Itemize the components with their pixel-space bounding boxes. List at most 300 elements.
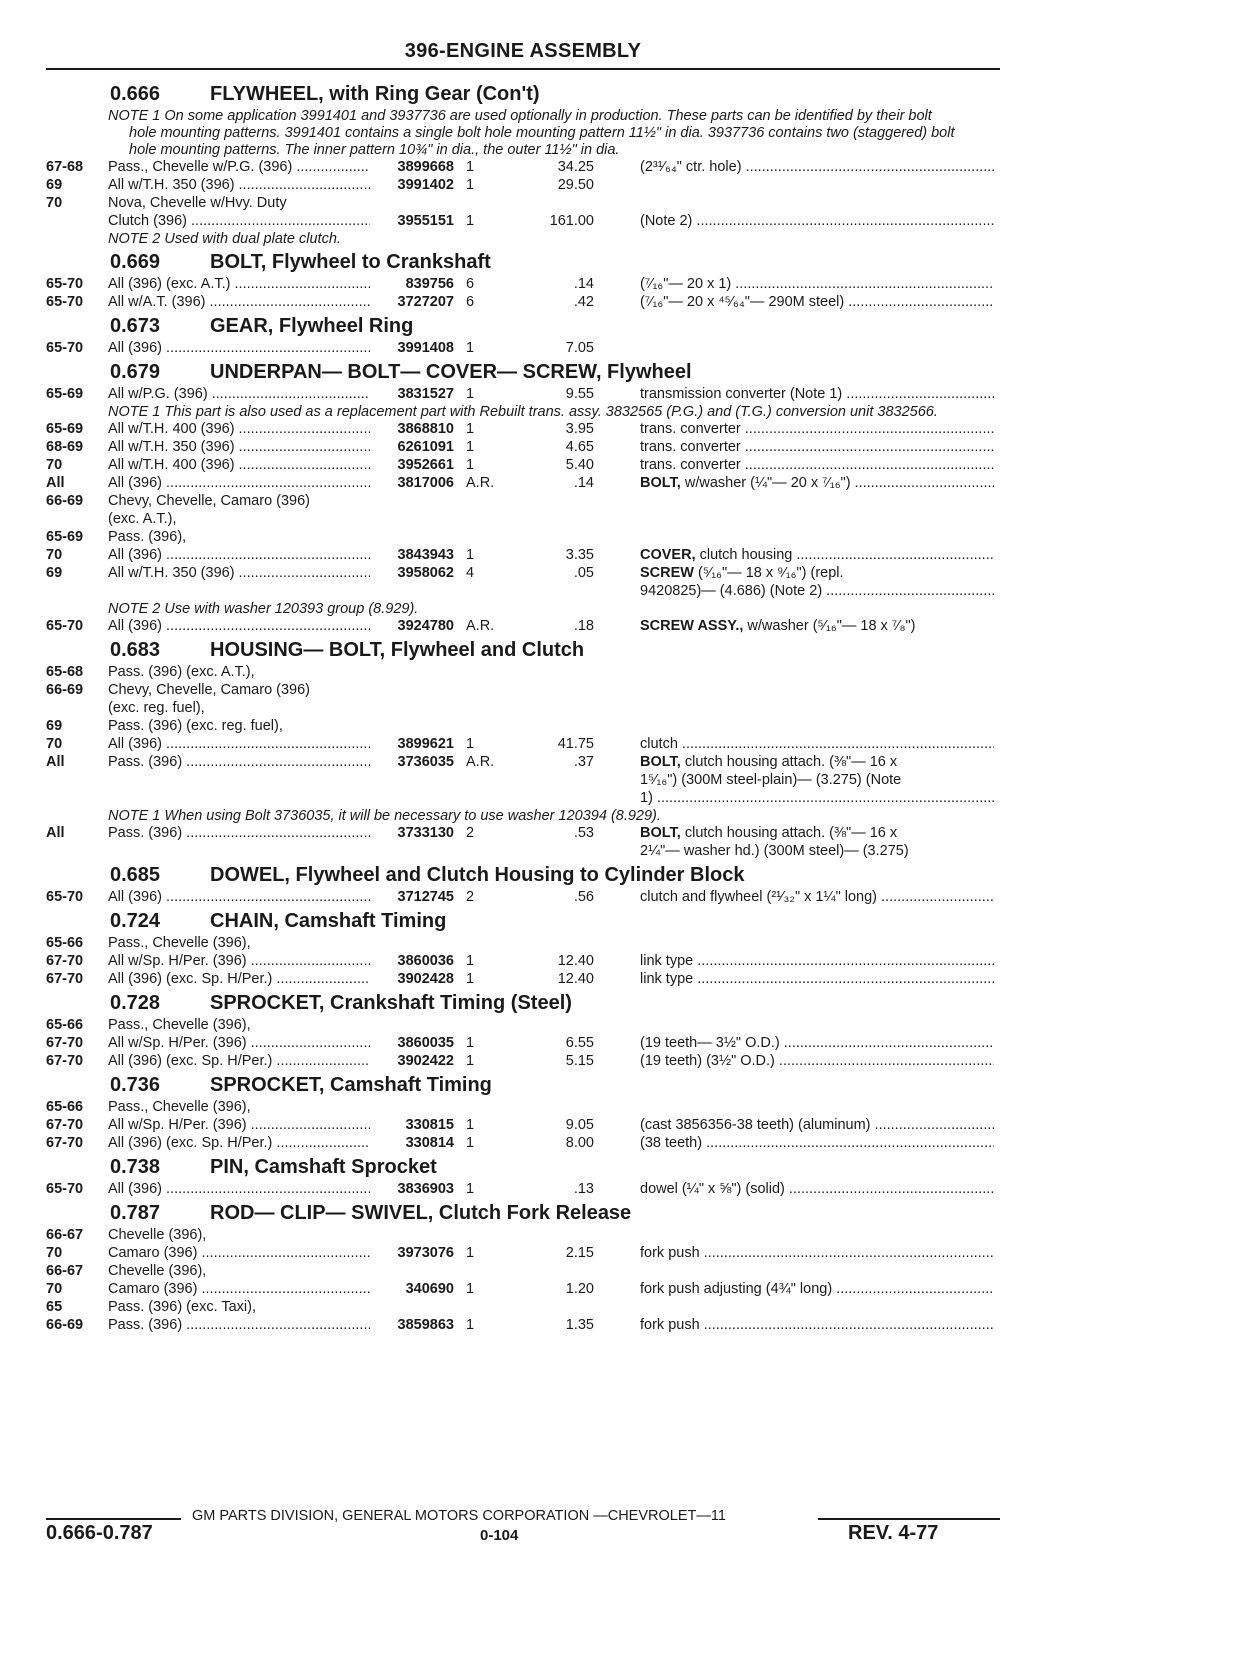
quantity: 1 <box>466 1245 475 1261</box>
model-year: 67-70 <box>46 1053 84 1069</box>
quantity: 1 <box>466 1281 475 1297</box>
quantity: 1 <box>466 1117 475 1133</box>
section-title: UNDERPAN— BOLT— COVER— SCREW, Flywheel <box>210 361 692 383</box>
remark-part-name: BOLT, <box>640 825 681 841</box>
remark-text: (⁷⁄₁₆"— 20 x 1) <box>640 276 732 292</box>
price: 4.65 <box>565 439 594 455</box>
part-number: 3924780 <box>397 618 454 634</box>
part-row <box>46 386 1006 404</box>
remarks <box>640 565 994 581</box>
part-row <box>46 682 1006 700</box>
application-desc: All (396) (exc. A.T.) ..... <box>108 276 370 292</box>
remark-part-name: SCREW <box>640 565 694 581</box>
application-desc: Pass. (396) (exc. reg. fuel), <box>108 718 283 734</box>
application-desc: Clutch (396) ..... <box>108 213 370 229</box>
section-number: 0.669 <box>110 251 161 273</box>
quantity: 1 <box>466 971 475 987</box>
note-text: NOTE 1 On some application 3991401 and 3937736 are used optionally in production. These parts can be identified by their bolt hole mounting patterns. 3991401 contains a single bolt hole mounting pattern 11½" in dia. 3937736 contains two (staggered) bolt hole mounting patterns. The inner pattern 10¾" in dia., the outer 11½" in dia. <box>108 108 955 158</box>
quantity: 2 <box>466 889 475 905</box>
part-number: 3952661 <box>397 457 454 473</box>
remark-text: (Note 2) <box>640 213 693 229</box>
part-row <box>46 1099 1006 1117</box>
part-row <box>46 195 1006 213</box>
remarks <box>640 547 994 563</box>
remarks <box>640 1181 994 1197</box>
note-text: NOTE 1 When using Bolt 3736035, it will be necessary to use washer 120394 (8.929). <box>108 808 661 824</box>
model-year: 65 <box>46 1299 63 1315</box>
remark-text: fork push <box>640 1245 700 1261</box>
part-row <box>46 1281 1006 1299</box>
application-desc: All (396) ..... <box>108 475 370 491</box>
section-number: 0.685 <box>110 864 161 886</box>
remarks <box>640 825 994 841</box>
remark-text: 1⁵⁄₁₆") (300M steel-plain)— (3.275) (Note <box>640 772 902 788</box>
quantity: 1 <box>466 547 475 563</box>
application-desc: Pass. (396) (exc. Taxi), <box>108 1299 257 1315</box>
price: .42 <box>573 294 594 310</box>
section-title: BOLT, Flywheel to Crankshaft <box>210 251 491 273</box>
quantity: 1 <box>466 340 475 356</box>
remarks <box>640 736 994 752</box>
remark-text: fork push adjusting (4¾" long) <box>640 1281 833 1297</box>
remark-text: (38 teeth) <box>640 1135 703 1151</box>
part-row <box>46 1135 1006 1153</box>
model-year: 70 <box>46 1245 63 1261</box>
quantity: 1 <box>466 159 475 175</box>
footer-group-range: 0.666-0.787 <box>46 1522 153 1544</box>
part-number: 330815 <box>405 1117 454 1133</box>
price: 7.05 <box>565 340 594 356</box>
model-year: 70 <box>46 547 63 563</box>
application-desc: Pass. (396) ..... <box>108 1317 370 1333</box>
price: .53 <box>573 825 594 841</box>
remark-text: (19 teeth) (3½" O.D.) <box>640 1053 775 1069</box>
quantity: A.R. <box>466 475 495 491</box>
quantity: 1 <box>466 736 475 752</box>
part-row <box>46 1299 1006 1317</box>
price: 29.50 <box>557 177 594 193</box>
price: 2.15 <box>565 1245 594 1261</box>
footer-rule-right <box>818 1518 1000 1520</box>
section-heading <box>46 1071 1006 1099</box>
model-year: 69 <box>46 718 63 734</box>
application-desc: All w/Sp. H/Per. (396) ..... <box>108 1117 370 1133</box>
part-row <box>46 421 1006 439</box>
part-row <box>46 664 1006 682</box>
model-year: 70 <box>46 736 63 752</box>
application-desc: All (396) ..... <box>108 1181 370 1197</box>
remark-text: 9420825)— (4.686) (Note 2) <box>640 583 823 599</box>
part-row <box>46 457 1006 475</box>
section-heading <box>46 1199 1006 1227</box>
application-desc: All w/A.T. (396) ..... <box>108 294 370 310</box>
model-year: 65-69 <box>46 386 84 402</box>
part-number: 3991402 <box>397 177 454 193</box>
quantity: 6 <box>466 294 475 310</box>
model-year: 65-66 <box>46 1017 84 1033</box>
price: 3.35 <box>565 547 594 563</box>
quantity: 1 <box>466 386 475 402</box>
part-number: 3955151 <box>397 213 454 229</box>
part-row <box>46 1035 1006 1053</box>
part-row <box>46 971 1006 989</box>
part-row <box>46 294 1006 312</box>
section-heading <box>46 1153 1006 1181</box>
application-desc: Pass., Chevelle (396), <box>108 935 251 951</box>
remarks <box>640 213 994 229</box>
remark-text: (⁷⁄₁₆"— 20 x ⁴⁵⁄₆₄"— 290M steel) <box>640 294 845 310</box>
footer-rule-left <box>46 1518 181 1520</box>
remark-part-name: COVER, <box>640 547 696 563</box>
part-row <box>46 718 1006 736</box>
section-title: CHAIN, Camshaft Timing <box>210 910 447 932</box>
part-row <box>46 953 1006 971</box>
note-text: NOTE 2 Used with dual plate clutch. <box>108 231 341 247</box>
price: .13 <box>573 1181 594 1197</box>
remark-text: (2³¹⁄₆₄" ctr. hole) <box>640 159 742 175</box>
application-desc: All w/T.H. 400 (396) ..... <box>108 457 370 473</box>
quantity: 2 <box>466 825 475 841</box>
remark-text: transmission converter (Note 1) <box>640 386 843 402</box>
application-desc: Camaro (396) ..... <box>108 1281 370 1297</box>
price: 5.15 <box>565 1053 594 1069</box>
footer-page-number: 0-104 <box>480 1527 519 1544</box>
remark-text: clutch housing <box>695 547 793 563</box>
remarks <box>640 386 994 402</box>
section-number: 0.738 <box>110 1156 161 1178</box>
remark-text: (⁵⁄₁₆"— 18 x ⁹⁄₁₆") (repl. <box>693 565 844 581</box>
quantity: A.R. <box>466 618 495 634</box>
section-number: 0.728 <box>110 992 161 1014</box>
part-number: 3868810 <box>397 421 454 437</box>
model-year: 65-68 <box>46 664 84 680</box>
remark-text: clutch and flywheel (²¹⁄₃₂" x 1¼" long) <box>640 889 878 905</box>
application-desc: All (396) ..... <box>108 340 370 356</box>
section-title: SPROCKET, Camshaft Timing <box>210 1074 492 1096</box>
part-number: 6261091 <box>397 439 454 455</box>
application-desc: Nova, Chevelle w/Hvy. Duty <box>108 195 287 211</box>
section-heading <box>46 861 1006 889</box>
model-year: 65-70 <box>46 889 84 905</box>
part-number: 3727207 <box>397 294 454 310</box>
part-number: 3899621 <box>397 736 454 752</box>
section-title: ROD— CLIP— SWIVEL, Clutch Fork Release <box>210 1202 632 1224</box>
part-number: 3712745 <box>397 889 454 905</box>
price: 8.00 <box>565 1135 594 1151</box>
note-text: NOTE 2 Use with washer 120393 group (8.929). <box>108 601 419 617</box>
part-row <box>46 825 1006 843</box>
quantity: 1 <box>466 1317 475 1333</box>
quantity: 1 <box>466 457 475 473</box>
section-title: GEAR, Flywheel Ring <box>210 315 414 337</box>
section-heading <box>46 907 1006 935</box>
remark-text: trans. converter <box>640 439 741 455</box>
remarks <box>640 953 994 969</box>
section-number: 0.683 <box>110 639 161 661</box>
part-number: 3843943 <box>397 547 454 563</box>
note-text: NOTE 1 This part is also used as a replacement part with Rebuilt trans. assy. 3832565 (P.G.) and (T.G.) conversion unit 3832566. <box>108 404 938 420</box>
section-number: 0.724 <box>110 910 161 932</box>
part-row <box>46 790 1006 808</box>
model-year: 65-70 <box>46 276 84 292</box>
remark-text: (cast 3856356-38 teeth) (aluminum) <box>640 1117 871 1133</box>
section-number: 0.787 <box>110 1202 161 1224</box>
price: 34.25 <box>557 159 594 175</box>
model-year: 65-70 <box>46 618 84 634</box>
part-row <box>46 1263 1006 1281</box>
price: 41.75 <box>557 736 594 752</box>
part-row <box>46 439 1006 457</box>
remark-text: 1) <box>640 790 653 806</box>
application-desc: Chevy, Chevelle, Camaro (396) <box>108 493 311 509</box>
part-number: 839756 <box>405 276 454 292</box>
application-desc: Pass., Chevelle (396), <box>108 1099 251 1115</box>
remark-text: link type <box>640 953 694 969</box>
part-row <box>46 511 1006 529</box>
part-row <box>46 889 1006 907</box>
remark-text: clutch <box>640 736 678 752</box>
model-year: 68-69 <box>46 439 84 455</box>
model-year: 65-70 <box>46 1181 84 1197</box>
model-year: 67-70 <box>46 953 84 969</box>
part-row <box>46 1227 1006 1245</box>
section-heading <box>46 80 1006 108</box>
application-desc: All w/Sp. H/Per. (396) ..... <box>108 1035 370 1051</box>
price: .14 <box>573 475 594 491</box>
remarks <box>640 1053 994 1069</box>
part-row <box>46 1053 1006 1071</box>
application-desc: (exc. reg. fuel), <box>108 700 205 716</box>
model-year: 67-70 <box>46 971 84 987</box>
price: 5.40 <box>565 457 594 473</box>
quantity: 1 <box>466 439 475 455</box>
part-row <box>46 935 1006 953</box>
model-year: 69 <box>46 565 63 581</box>
part-row <box>46 1245 1006 1263</box>
price: 1.35 <box>565 1317 594 1333</box>
remark-text: (19 teeth— 3½" O.D.) <box>640 1035 780 1051</box>
part-row <box>46 754 1006 772</box>
part-row <box>46 736 1006 754</box>
section-number: 0.736 <box>110 1074 161 1096</box>
remarks <box>640 294 994 310</box>
quantity: 1 <box>466 213 475 229</box>
part-row <box>46 276 1006 294</box>
part-row <box>46 565 1006 583</box>
model-year: 65-69 <box>46 529 84 545</box>
application-desc: Pass. (396) (exc. A.T.), <box>108 664 255 680</box>
model-year: 67-70 <box>46 1035 84 1051</box>
header-rule <box>46 68 1000 70</box>
section-heading <box>46 358 1006 386</box>
application-desc: Pass. (396) ..... <box>108 825 370 841</box>
section-number: 0.666 <box>110 83 161 105</box>
price: .05 <box>573 565 594 581</box>
application-desc: All (396) ..... <box>108 618 370 634</box>
price: .14 <box>573 276 594 292</box>
quantity: 1 <box>466 1135 475 1151</box>
remarks <box>640 1135 994 1151</box>
part-number: 3733130 <box>397 825 454 841</box>
model-year: 65-70 <box>46 340 84 356</box>
remarks <box>640 457 994 473</box>
model-year: 65-70 <box>46 294 84 310</box>
part-row <box>46 213 1006 231</box>
quantity: 4 <box>466 565 475 581</box>
remarks <box>640 772 994 788</box>
part-number: 340690 <box>405 1281 454 1297</box>
remarks <box>640 790 994 806</box>
remarks <box>640 583 994 599</box>
quantity: 1 <box>466 177 475 193</box>
remarks <box>640 421 994 437</box>
part-number: 3860036 <box>397 953 454 969</box>
part-number: 3859863 <box>397 1317 454 1333</box>
quantity: 1 <box>466 1181 475 1197</box>
part-row <box>46 529 1006 547</box>
remarks <box>640 1035 994 1051</box>
price: 9.05 <box>565 1117 594 1133</box>
part-number: 3899668 <box>397 159 454 175</box>
remarks <box>640 475 994 491</box>
remark-text: w/washer (¼"— 20 x ⁷⁄₁₆") <box>680 475 851 491</box>
part-number: 330814 <box>405 1135 454 1151</box>
quantity: A.R. <box>466 754 495 770</box>
remark-text: trans. converter <box>640 457 741 473</box>
remarks <box>640 1117 994 1133</box>
application-desc: (exc. A.T.), <box>108 511 177 527</box>
quantity: 1 <box>466 953 475 969</box>
application-desc: All (396) (exc. Sp. H/Per.) ..... <box>108 1053 370 1069</box>
section-heading <box>46 312 1006 340</box>
application-desc: All w/T.H. 350 (396) ..... <box>108 439 370 455</box>
part-row <box>46 340 1006 358</box>
application-desc: Chevelle (396), <box>108 1227 207 1243</box>
part-number: 3860035 <box>397 1035 454 1051</box>
price: 9.55 <box>565 386 594 402</box>
model-year: 66-69 <box>46 493 84 509</box>
parts-listing <box>46 80 1006 1335</box>
application-desc: Chevelle (396), <box>108 1263 207 1279</box>
model-year: 66-67 <box>46 1263 84 1279</box>
quantity: 1 <box>466 1035 475 1051</box>
application-desc: All (396) ..... <box>108 736 370 752</box>
model-year: 65-66 <box>46 935 84 951</box>
remark-text: w/washer (⁵⁄₁₆"— 18 x ⁷⁄₈") <box>743 618 916 634</box>
remarks <box>640 159 994 175</box>
part-row <box>46 1117 1006 1135</box>
remarks <box>640 971 994 987</box>
footer-division: GM PARTS DIVISION, GENERAL MOTORS CORPORATION —CHEVROLET—11 <box>192 1508 726 1524</box>
remarks <box>640 1281 994 1297</box>
remarks <box>640 618 994 634</box>
application-desc: Pass. (396), <box>108 529 187 545</box>
remark-part-name: SCREW ASSY., <box>640 618 744 634</box>
part-row <box>46 1017 1006 1035</box>
part-number: 3902428 <box>397 971 454 987</box>
remark-text: 2¼"— washer hd.) (300M steel)— (3.275) <box>640 843 909 859</box>
price: .56 <box>573 889 594 905</box>
remark-text: link type <box>640 971 694 987</box>
part-number: 3902422 <box>397 1053 454 1069</box>
model-year: All <box>46 825 65 841</box>
part-row <box>46 547 1006 565</box>
application-desc: All (396) ..... <box>108 889 370 905</box>
part-row <box>46 177 1006 195</box>
model-year: 66-69 <box>46 682 84 698</box>
model-year: 67-68 <box>46 159 84 175</box>
remarks <box>640 889 994 905</box>
model-year: 66-69 <box>46 1317 84 1333</box>
application-desc: All w/T.H. 400 (396) ..... <box>108 421 370 437</box>
part-row <box>46 700 1006 718</box>
application-desc: Chevy, Chevelle, Camaro (396) <box>108 682 311 698</box>
remark-text: clutch housing attach. (⅜"— 16 x <box>680 754 898 770</box>
remarks <box>640 1245 994 1261</box>
part-row <box>46 475 1006 493</box>
application-desc: All w/Sp. H/Per. (396) ..... <box>108 953 370 969</box>
remark-text: dowel (¼" x ⅝") (solid) <box>640 1181 785 1197</box>
application-desc: Pass. (396) ..... <box>108 754 370 770</box>
section-title: DOWEL, Flywheel and Clutch Housing to Cylinder Block <box>210 864 745 886</box>
part-row <box>46 159 1006 177</box>
page-header-title: 396-ENGINE ASSEMBLY <box>404 40 642 62</box>
model-year: All <box>46 754 65 770</box>
part-row <box>46 493 1006 511</box>
remarks <box>640 1317 994 1333</box>
remark-part-name: BOLT, <box>640 475 681 491</box>
section-heading <box>46 636 1006 664</box>
section-heading <box>46 989 1006 1017</box>
quantity: 6 <box>466 276 475 292</box>
section-number: 0.673 <box>110 315 161 337</box>
remark-part-name: BOLT, <box>640 754 681 770</box>
quantity: 1 <box>466 421 475 437</box>
application-desc: Pass., Chevelle (396), <box>108 1017 251 1033</box>
application-desc: Pass., Chevelle w/P.G. (396) ..... <box>108 159 370 175</box>
part-row <box>46 772 1006 790</box>
section-title: SPROCKET, Crankshaft Timing (Steel) <box>210 992 572 1014</box>
model-year: 70 <box>46 457 63 473</box>
part-number: 3958062 <box>397 565 454 581</box>
model-year: 70 <box>46 1281 63 1297</box>
section-heading <box>46 248 1006 276</box>
model-year: 67-70 <box>46 1135 84 1151</box>
part-row <box>46 618 1006 636</box>
price: 161.00 <box>549 213 594 229</box>
section-title: FLYWHEEL, with Ring Gear (Con't) <box>210 83 540 105</box>
part-number: 3836903 <box>397 1181 454 1197</box>
remarks <box>640 843 994 859</box>
part-number: 3817006 <box>397 475 454 491</box>
remarks <box>640 754 994 770</box>
section-title: PIN, Camshaft Sprocket <box>210 1156 437 1178</box>
part-number: 3973076 <box>397 1245 454 1261</box>
application-desc: All (396) (exc. Sp. H/Per.) ..... <box>108 1135 370 1151</box>
remark-text: fork push <box>640 1317 700 1333</box>
price: 3.95 <box>565 421 594 437</box>
footer-revision: REV. 4-77 <box>848 1522 939 1544</box>
price: .37 <box>573 754 594 770</box>
model-year: 70 <box>46 195 63 211</box>
remarks <box>640 276 994 292</box>
part-number: 3991408 <box>397 340 454 356</box>
model-year: 65-66 <box>46 1099 84 1115</box>
application-desc: All w/T.H. 350 (396) ..... <box>108 177 370 193</box>
price: 1.20 <box>565 1281 594 1297</box>
application-desc: All (396) ..... <box>108 547 370 563</box>
section-number: 0.679 <box>110 361 161 383</box>
